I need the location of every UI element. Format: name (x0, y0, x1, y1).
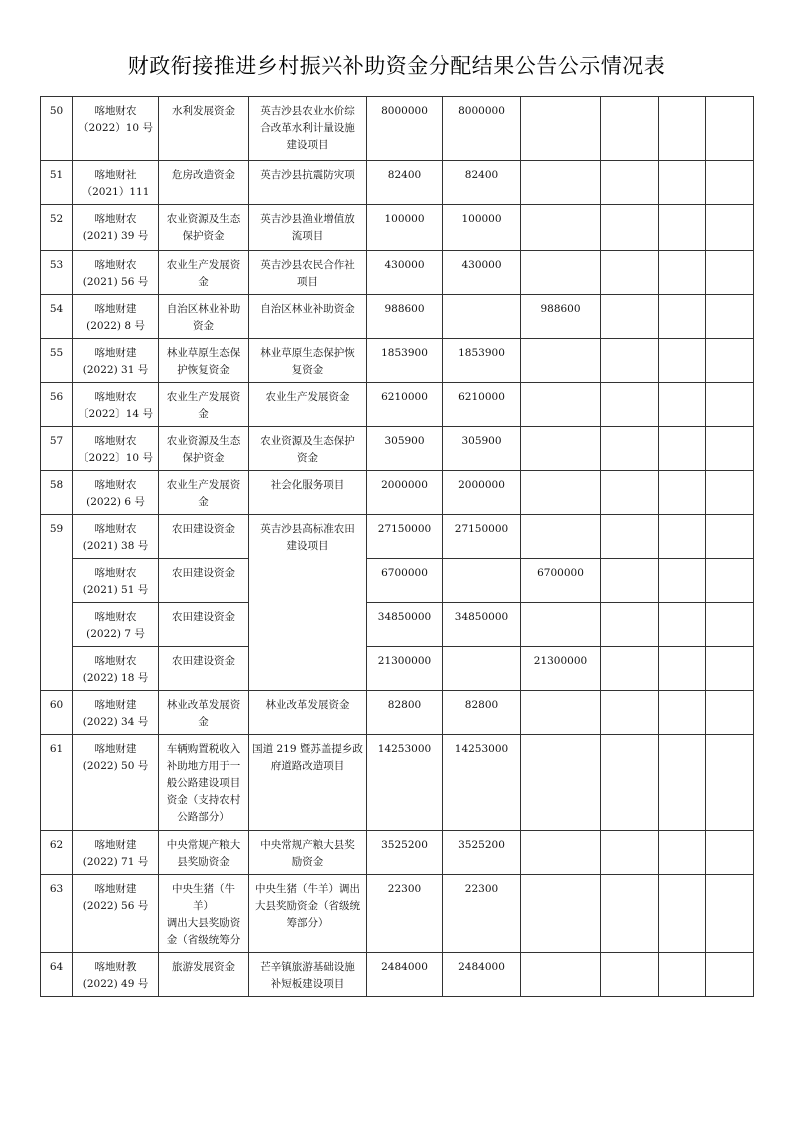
amount-cell: 21300000 (367, 647, 443, 691)
fund-name-cell: 农田建设资金 (159, 515, 249, 559)
amount-cell: 100000 (367, 205, 443, 251)
amount-other-cell: 6700000 (521, 559, 601, 603)
amount-other-cell (521, 515, 601, 559)
amount-cell: 2000000 (367, 471, 443, 515)
amount-allocated-cell: 82800 (443, 691, 521, 735)
blank-cell (706, 97, 754, 161)
blank-cell (601, 205, 659, 251)
document-number-cell: 喀地财建 (2022) 71 号 (73, 831, 159, 875)
row-number-cell: 63 (41, 875, 73, 953)
project-name-cell: 林业改革发展资金 (249, 691, 367, 735)
amount-allocated-cell: 2484000 (443, 953, 521, 997)
blank-cell (706, 691, 754, 735)
row-number-cell: 51 (41, 161, 73, 205)
row-number-cell: 52 (41, 205, 73, 251)
table-row (41, 161, 754, 205)
row-number-cell: 54 (41, 295, 73, 339)
blank-cell (659, 559, 706, 603)
amount-allocated-cell: 6210000 (443, 383, 521, 427)
table-row (41, 559, 754, 603)
row-number-cell: 50 (41, 97, 73, 161)
row-number-cell: 57 (41, 427, 73, 471)
row-number-cell: 59 (41, 515, 73, 691)
table-row (41, 953, 754, 997)
document-number-cell: 喀地财建 (2022) 56 号 (73, 875, 159, 953)
project-name-cell: 中央生猪（牛羊）调出 大县奖励资金（省级统 筹部分） (249, 875, 367, 953)
amount-allocated-cell: 430000 (443, 251, 521, 295)
project-name-cell: 英吉沙县抗震防灾项 (249, 161, 367, 205)
amount-cell: 82800 (367, 691, 443, 735)
fund-name-cell: 自治区林业补助 资金 (159, 295, 249, 339)
blank-cell (659, 691, 706, 735)
amount-allocated-cell: 3525200 (443, 831, 521, 875)
blank-cell (659, 647, 706, 691)
blank-cell (659, 875, 706, 953)
table-row (41, 471, 754, 515)
blank-cell (706, 161, 754, 205)
amount-other-cell (521, 953, 601, 997)
fund-name-cell: 农田建设资金 (159, 647, 249, 691)
fund-name-cell: 中央常规产粮大 县奖励资金 (159, 831, 249, 875)
blank-cell (659, 953, 706, 997)
blank-cell (659, 295, 706, 339)
blank-cell (601, 383, 659, 427)
amount-cell: 1853900 (367, 339, 443, 383)
blank-cell (659, 515, 706, 559)
document-number-cell: 喀地财建 (2022) 34 号 (73, 691, 159, 735)
blank-cell (601, 161, 659, 205)
amount-cell: 8000000 (367, 97, 443, 161)
amount-cell: 34850000 (367, 603, 443, 647)
amount-other-cell (521, 427, 601, 471)
amount-allocated-cell (443, 295, 521, 339)
fund-name-cell: 林业改革发展资 金 (159, 691, 249, 735)
table-row (41, 875, 754, 953)
amount-other-cell (521, 603, 601, 647)
document-number-cell: 喀地财建 (2022) 50 号 (73, 735, 159, 831)
blank-cell (601, 515, 659, 559)
blank-cell (706, 953, 754, 997)
blank-cell (706, 427, 754, 471)
blank-cell (659, 427, 706, 471)
blank-cell (601, 471, 659, 515)
amount-cell: 305900 (367, 427, 443, 471)
allocation-table (40, 96, 754, 997)
fund-name-cell: 林业草原生态保 护恢复资金 (159, 339, 249, 383)
amount-other-cell (521, 735, 601, 831)
blank-cell (659, 471, 706, 515)
project-name-cell: 社会化服务项目 (249, 471, 367, 515)
amount-other-cell (521, 205, 601, 251)
blank-cell (659, 161, 706, 205)
row-number-cell: 62 (41, 831, 73, 875)
amount-other-cell (521, 831, 601, 875)
amount-other-cell (521, 161, 601, 205)
amount-other-cell (521, 691, 601, 735)
fund-name-cell: 农业资源及生态 保护资金 (159, 427, 249, 471)
blank-cell (706, 251, 754, 295)
table-row (41, 295, 754, 339)
table-row (41, 603, 754, 647)
amount-allocated-cell: 34850000 (443, 603, 521, 647)
blank-cell (706, 515, 754, 559)
document-number-cell: 喀地财农 (2021) 38 号 (73, 515, 159, 559)
blank-cell (601, 691, 659, 735)
document-number-cell: 喀地财教 (2022) 49 号 (73, 953, 159, 997)
table-row (41, 339, 754, 383)
fund-name-cell: 农业生产发展资 金 (159, 471, 249, 515)
blank-cell (706, 831, 754, 875)
blank-cell (659, 251, 706, 295)
amount-cell: 988600 (367, 295, 443, 339)
row-number-cell: 61 (41, 735, 73, 831)
blank-cell (706, 603, 754, 647)
project-name-cell: 中央常规产粮大县奖 励资金 (249, 831, 367, 875)
row-number-cell: 60 (41, 691, 73, 735)
amount-other-cell (521, 471, 601, 515)
document-number-cell: 喀地财农 (2022) 7 号 (73, 603, 159, 647)
fund-name-cell: 农业资源及生态 保护资金 (159, 205, 249, 251)
blank-cell (601, 953, 659, 997)
table-row (41, 205, 754, 251)
document-number-cell: 喀地财建 (2022) 8 号 (73, 295, 159, 339)
document-number-cell: 喀地财农 （2022）10 号 (73, 97, 159, 161)
amount-cell: 430000 (367, 251, 443, 295)
amount-allocated-cell (443, 647, 521, 691)
project-name-cell: 自治区林业补助资金 (249, 295, 367, 339)
blank-cell (659, 97, 706, 161)
amount-allocated-cell (443, 559, 521, 603)
table-row (41, 647, 754, 691)
project-name-cell: 林业草原生态保护恢 复资金 (249, 339, 367, 383)
blank-cell (706, 205, 754, 251)
fund-name-cell: 农田建设资金 (159, 603, 249, 647)
blank-cell (601, 339, 659, 383)
blank-cell (659, 339, 706, 383)
table-row (41, 831, 754, 875)
project-name-cell: 芒辛镇旅游基础设施 补短板建设项目 (249, 953, 367, 997)
table-row (41, 251, 754, 295)
table-row (41, 427, 754, 471)
amount-cell: 3525200 (367, 831, 443, 875)
amount-other-cell (521, 339, 601, 383)
amount-allocated-cell: 82400 (443, 161, 521, 205)
amount-allocated-cell: 27150000 (443, 515, 521, 559)
table-row (41, 515, 754, 559)
blank-cell (706, 735, 754, 831)
document-number-cell: 喀地财社 （2021）111 (73, 161, 159, 205)
project-name-cell: 农业资源及生态保护 资金 (249, 427, 367, 471)
amount-other-cell (521, 383, 601, 427)
table-row (41, 97, 754, 161)
blank-cell (601, 427, 659, 471)
amount-allocated-cell: 14253000 (443, 735, 521, 831)
blank-cell (706, 295, 754, 339)
fund-name-cell: 农业生产发展资 金 (159, 251, 249, 295)
blank-cell (601, 559, 659, 603)
blank-cell (706, 647, 754, 691)
project-name-cell: 英吉沙县农民合作社 项目 (249, 251, 367, 295)
blank-cell (706, 471, 754, 515)
document-number-cell: 喀地财农 (2022) 18 号 (73, 647, 159, 691)
document-number-cell: 喀地财建 (2022) 31 号 (73, 339, 159, 383)
amount-cell: 14253000 (367, 735, 443, 831)
blank-cell (706, 559, 754, 603)
document-number-cell: 喀地财农 (2021) 39 号 (73, 205, 159, 251)
blank-cell (601, 251, 659, 295)
row-number-cell: 56 (41, 383, 73, 427)
row-number-cell: 55 (41, 339, 73, 383)
blank-cell (601, 603, 659, 647)
project-name-cell: 国道 219 暨苏盖提乡政 府道路改造项目 (249, 735, 367, 831)
fund-name-cell: 农田建设资金 (159, 559, 249, 603)
row-number-cell: 64 (41, 953, 73, 997)
fund-name-cell: 农业生产发展资 金 (159, 383, 249, 427)
amount-cell: 27150000 (367, 515, 443, 559)
amount-allocated-cell: 8000000 (443, 97, 521, 161)
document-number-cell: 喀地财农 (2021) 51 号 (73, 559, 159, 603)
amount-allocated-cell: 2000000 (443, 471, 521, 515)
blank-cell (601, 831, 659, 875)
blank-cell (659, 831, 706, 875)
project-name-cell: 农业生产发展资金 (249, 383, 367, 427)
blank-cell (659, 205, 706, 251)
project-name-cell: 英吉沙县渔业增值放 流项目 (249, 205, 367, 251)
amount-cell: 6210000 (367, 383, 443, 427)
amount-cell: 2484000 (367, 953, 443, 997)
fund-name-cell: 中央生猪（牛羊） 调出大县奖励资 金（省级统筹分 (159, 875, 249, 953)
amount-other-cell (521, 875, 601, 953)
fund-name-cell: 车辆购置税收入 补助地方用于一 般公路建设项目 资金（支持农村 公路部分） (159, 735, 249, 831)
amount-allocated-cell: 22300 (443, 875, 521, 953)
fund-name-cell: 旅游发展资金 (159, 953, 249, 997)
amount-cell: 22300 (367, 875, 443, 953)
blank-cell (601, 97, 659, 161)
blank-cell (659, 383, 706, 427)
fund-name-cell: 危房改造资金 (159, 161, 249, 205)
table-row (41, 735, 754, 831)
blank-cell (706, 339, 754, 383)
row-number-cell: 58 (41, 471, 73, 515)
fund-name-cell: 水利发展资金 (159, 97, 249, 161)
blank-cell (659, 735, 706, 831)
table-row (41, 383, 754, 427)
amount-cell: 6700000 (367, 559, 443, 603)
amount-other-cell (521, 251, 601, 295)
blank-cell (601, 295, 659, 339)
amount-allocated-cell: 1853900 (443, 339, 521, 383)
blank-cell (601, 735, 659, 831)
table-row (41, 691, 754, 735)
page-title: 财政衔接推进乡村振兴补助资金分配结果公告公示情况表 (127, 54, 666, 78)
document-number-cell: 喀地财农 〔2022〕10 号 (73, 427, 159, 471)
blank-cell (659, 603, 706, 647)
amount-allocated-cell: 305900 (443, 427, 521, 471)
project-name-cell: 英吉沙县高标准农田 建设项目 (249, 515, 367, 691)
project-name-cell: 英吉沙县农业水价综 合改革水利计量设施 建设项目 (249, 97, 367, 161)
amount-other-cell: 988600 (521, 295, 601, 339)
row-number-cell: 53 (41, 251, 73, 295)
blank-cell (601, 647, 659, 691)
blank-cell (706, 875, 754, 953)
amount-other-cell (521, 97, 601, 161)
amount-other-cell: 21300000 (521, 647, 601, 691)
blank-cell (706, 383, 754, 427)
amount-cell: 82400 (367, 161, 443, 205)
document-number-cell: 喀地财农 〔2022〕14 号 (73, 383, 159, 427)
blank-cell (601, 875, 659, 953)
document-number-cell: 喀地财农 (2022) 6 号 (73, 471, 159, 515)
document-number-cell: 喀地财农 (2021) 56 号 (73, 251, 159, 295)
amount-allocated-cell: 100000 (443, 205, 521, 251)
